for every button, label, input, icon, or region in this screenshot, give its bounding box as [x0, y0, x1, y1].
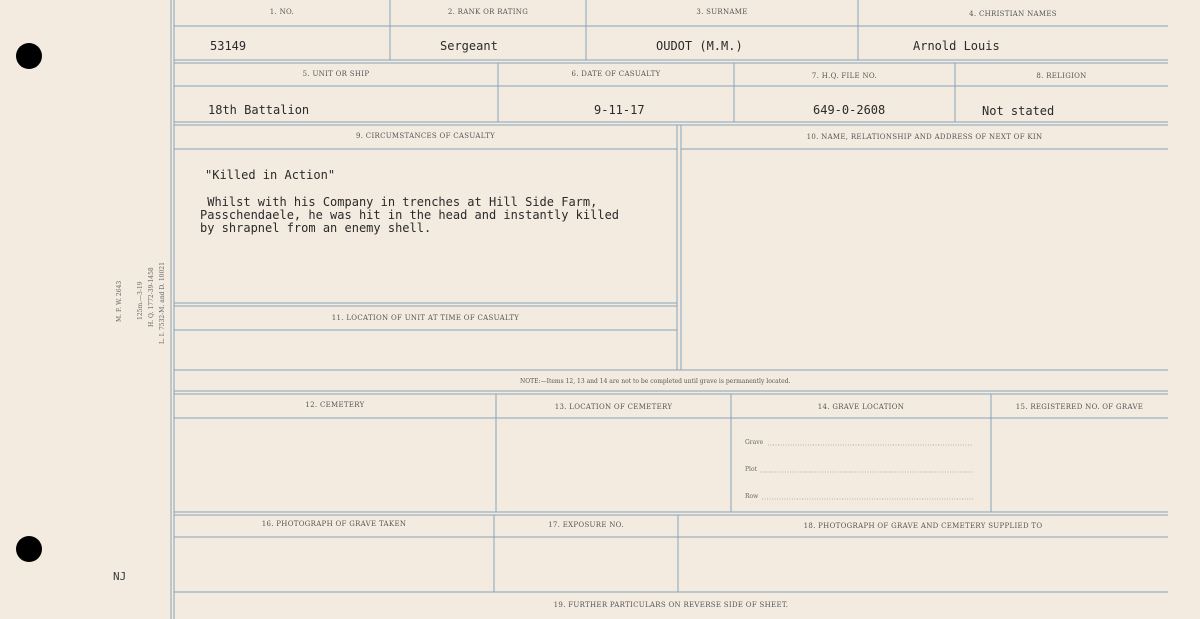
label-grave-line: Grave — [745, 439, 764, 446]
side-print-line-1: M. F. W. 2643 — [116, 280, 123, 322]
label-cemetery: 12. CEMETERY — [305, 401, 365, 409]
label-registered-no: 15. REGISTERED NO. OF GRAVE — [1015, 403, 1144, 411]
note-items-12-14: NOTE:—Items 12, 13 and 14 are not to be completed until grave is permanently located. — [520, 378, 791, 385]
value-unit: 18th Battalion — [208, 103, 310, 117]
label-surname: 3. SURNAME — [696, 8, 748, 16]
side-print-line-4: L. I. 7532-M. and D. 10021 — [159, 262, 166, 344]
circumstances-body: Whilst with his Company in trenches at Hill Side Farm, Passchendaele, he was hit in the head and instantly killed by shrapnel from an enemy shell. — [200, 195, 620, 235]
label-next-of-kin: 10. NAME, RELATIONSHIP AND ADDRESS OF NEXT OF KIN — [806, 133, 1043, 141]
label-further-particulars: 19. FURTHER PARTICULARS ON REVERSE SIDE OF SHEET. — [553, 601, 789, 609]
side-print-line-2: 125m.—3-19 — [137, 281, 144, 320]
value-no: 53149 — [210, 39, 247, 53]
label-grave-location: 14. GRAVE LOCATION — [817, 403, 905, 411]
value-surname: OUDOT (M.M.) — [656, 39, 743, 53]
label-christian-names: 4. CHRISTIAN NAMES — [969, 10, 1057, 18]
label-no: 1. NO. — [269, 8, 295, 16]
label-unit: 5. UNIT OR SHIP — [302, 70, 370, 78]
value-christian-names: Arnold Louis — [913, 39, 1000, 53]
value-date: 9-11-17 — [594, 103, 645, 117]
label-location-unit: 11. LOCATION OF UNIT AT TIME OF CASUALTY — [331, 314, 520, 322]
value-religion: Not stated — [982, 104, 1055, 118]
label-rank: 2. RANK OR RATING — [447, 8, 529, 16]
value-rank: Sergeant — [440, 39, 498, 53]
label-plot-line: Plot — [745, 466, 757, 473]
initials-marker: NJ — [113, 570, 127, 583]
label-exposure: 17. EXPOSURE NO. — [548, 521, 624, 529]
label-hq-file: 7. H.Q. FILE NO. — [811, 72, 878, 80]
circumstances-title: "Killed in Action" — [205, 168, 336, 182]
label-photo-taken: 16. PHOTOGRAPH OF GRAVE TAKEN — [261, 520, 407, 528]
label-location-cemetery: 13. LOCATION OF CEMETERY — [554, 403, 673, 411]
label-row-line: Row — [745, 493, 759, 500]
label-circumstances: 9. CIRCUMSTANCES OF CASUALTY — [355, 132, 495, 140]
side-print-line-3: H. Q. 1772-39-1458 — [148, 267, 155, 327]
label-date: 6. DATE OF CASUALTY — [571, 70, 661, 78]
label-photo-supplied: 18. PHOTOGRAPH OF GRAVE AND CEMETERY SUPPLIED TO — [803, 522, 1043, 530]
value-hq-file: 649-0-2608 — [813, 103, 886, 117]
label-religion: 8. RELIGION — [1036, 72, 1087, 80]
